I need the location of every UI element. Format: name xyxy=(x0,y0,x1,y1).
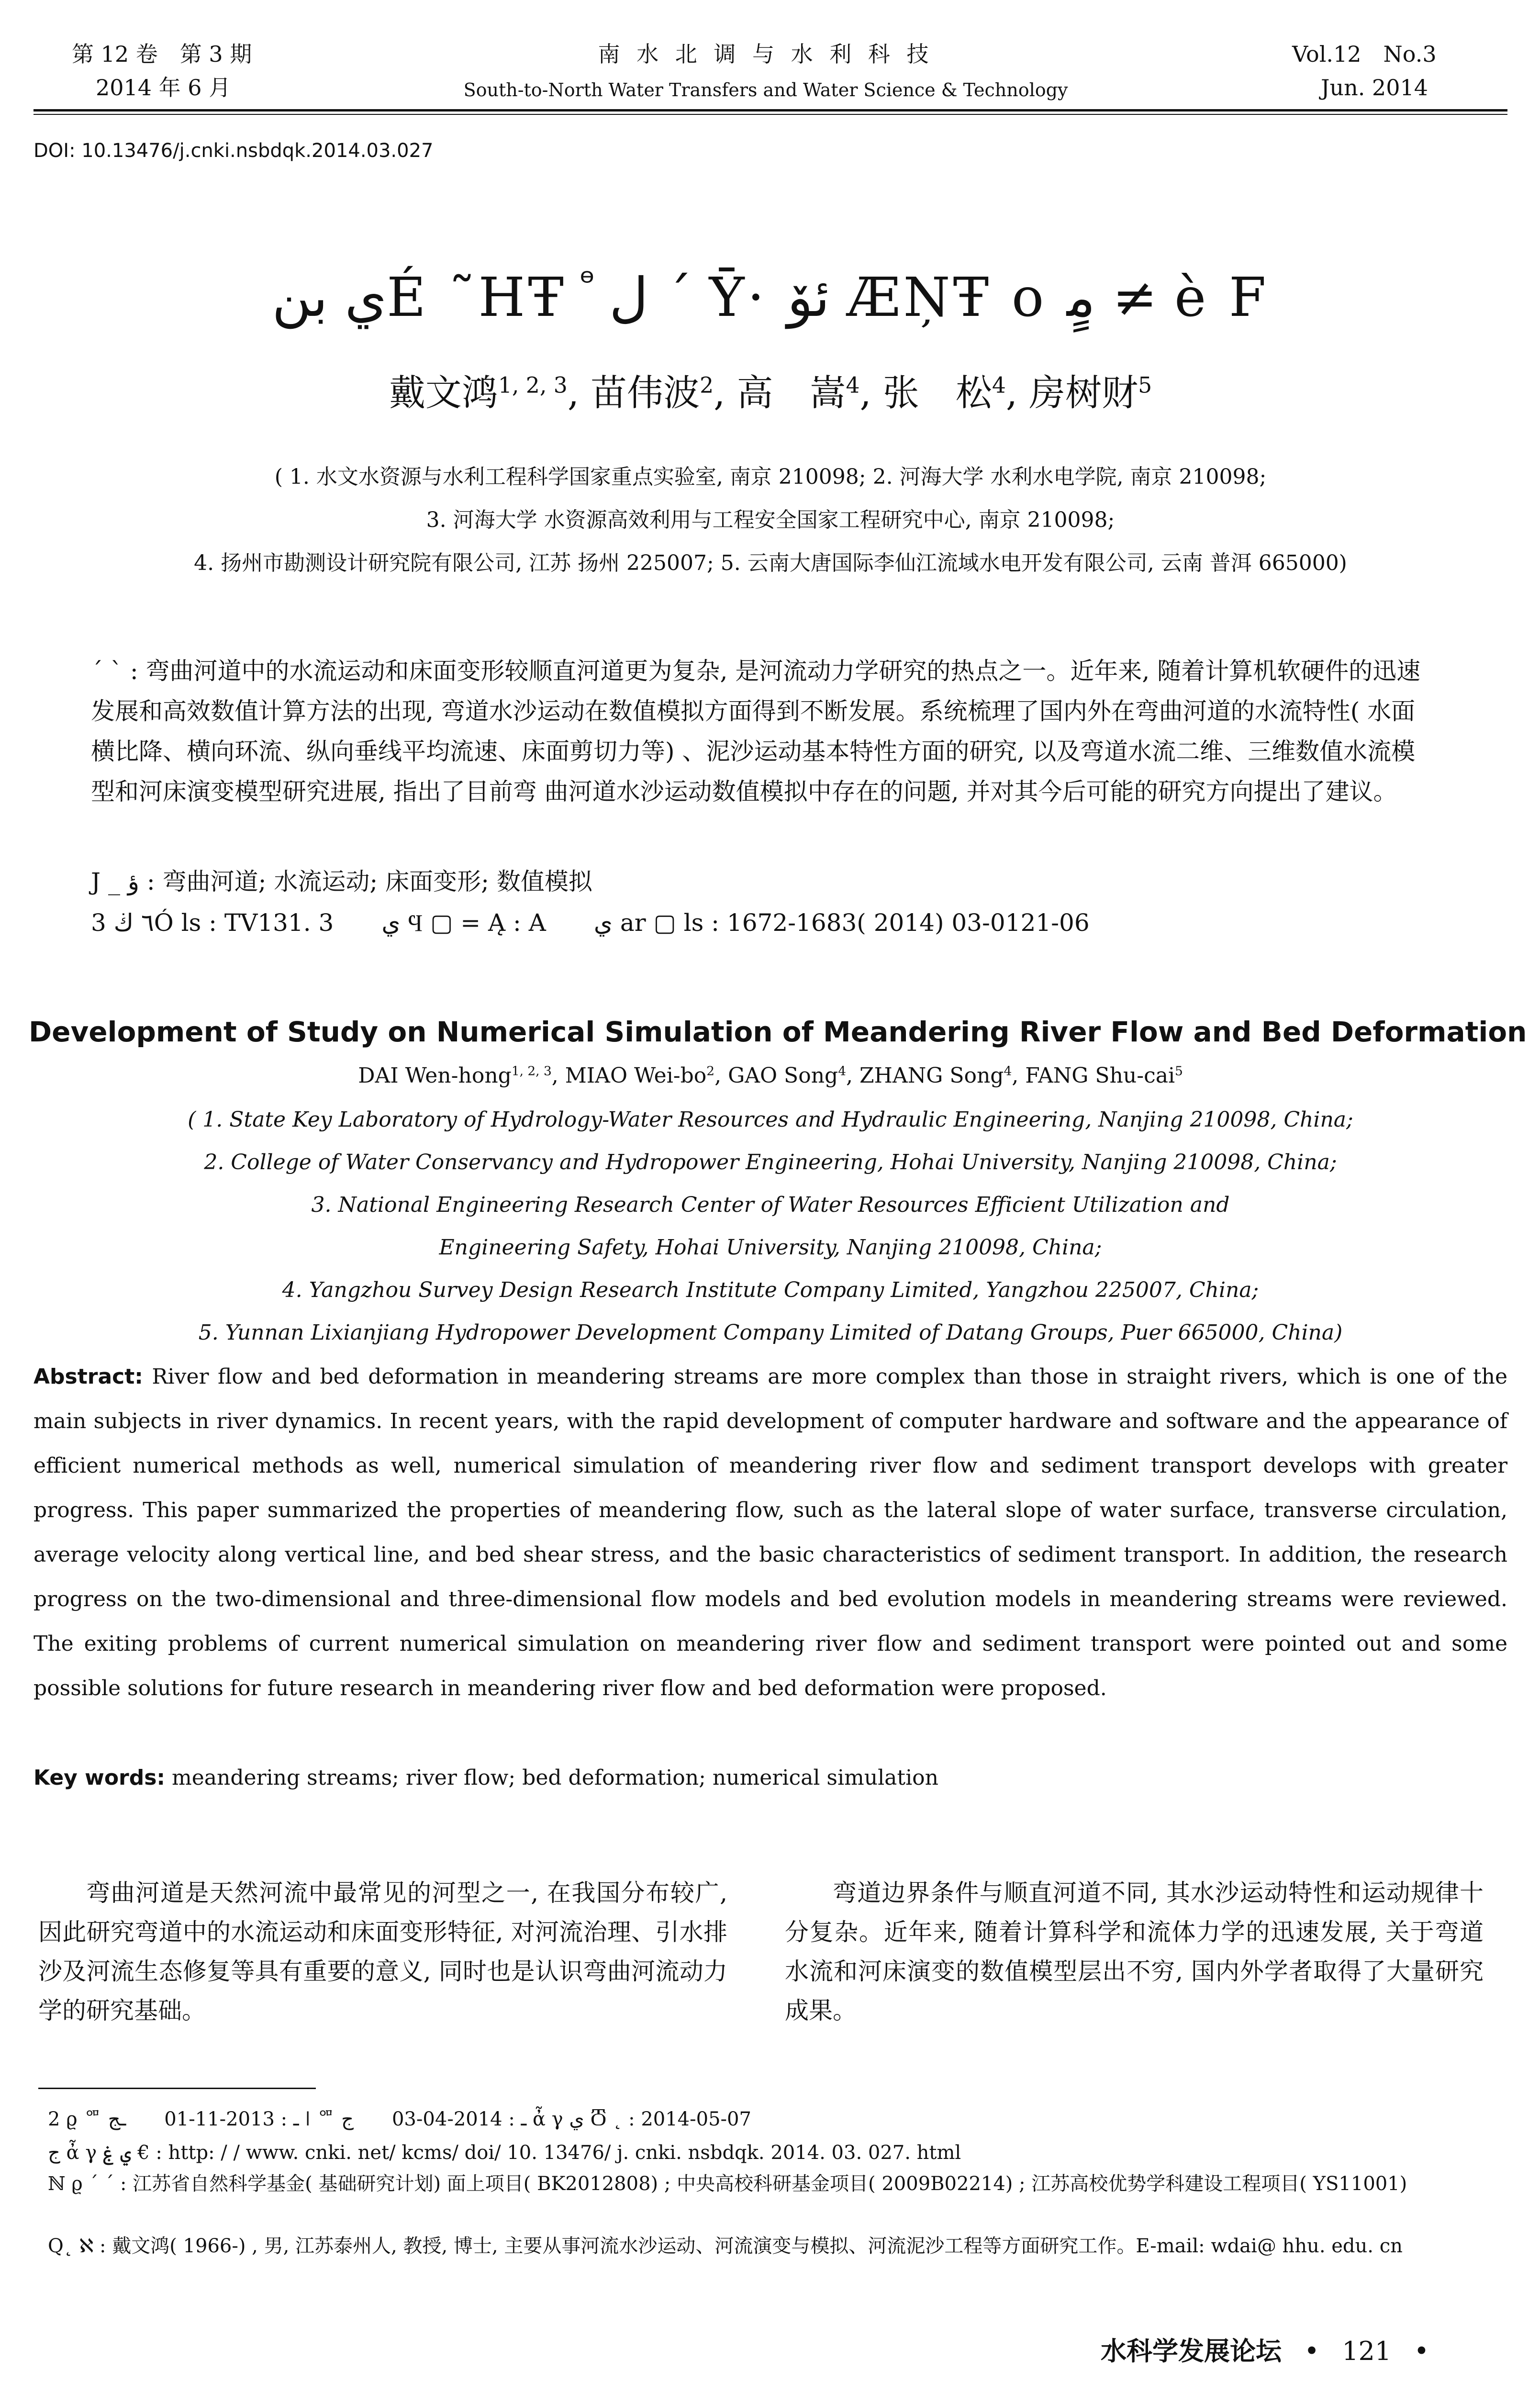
footnote-dates: 2 ϱ ᅃ ـ : 2013-11-01 ـج ǀ ᅃ ـ : 2014-04-03 ج ἆ γ ي Ⴃ ˛ : 2014-05-07 xyxy=(48,2108,751,2130)
footnote-funding-text: : 江苏省自然科学基金( 基础研究计划) 面上项目( BK2012808) ; 中央高校科研基金项目( 2009B02214) ; 江苏高校优势学科建设工程项目( YS11001) xyxy=(120,2173,1407,2195)
title-zh: ي بنÉ ˜HŦ ⷴ ﻝ ˊ Ȳ· ئۆ ÆŅŦ o ﻣٍ ≠ è F xyxy=(272,267,1269,329)
clc-line: 3 ٦ ڬÓ ls : TV131. 3 ي Ϥ ▢ = Ą : A ي ar ▢ ls : 1672-1683( 2014) 03-0121-06 xyxy=(91,909,1090,937)
abstract-zh xyxy=(91,651,1431,812)
author-3-sup: 4 xyxy=(846,372,860,398)
keywords-en-label: Key words: xyxy=(33,1766,166,1790)
footnote-funding xyxy=(48,2170,1540,2197)
affiliation-en-6: 5. Yunnan Lixianjiang Hydropower Development Company Limited of Datang Groups, Puer 665000, China) xyxy=(198,1320,1343,1345)
footnote-rule xyxy=(38,2088,316,2089)
footer-section: 水科学发展论坛 xyxy=(1101,2336,1282,2366)
footer-bullet-left: • xyxy=(1304,2336,1320,2366)
author-5-en-sup: 5 xyxy=(1175,1063,1183,1079)
header-journal-title-en: South-to-North Water Transfers and Water Science & Technology xyxy=(463,79,1068,101)
author-4-en: ZHANG Song xyxy=(859,1063,1004,1088)
affiliation-en-4: Engineering Safety, Hohai University, Nanjing 210098, China; xyxy=(439,1235,1102,1260)
header-volume-issue: 第 12 卷 第 3 期 xyxy=(72,41,252,67)
footnote-url: ج ἆ γ ي ۼ € : http: / / www. cnki. net/ kcms/ doi/ 10. 13476/ j. cnki. nsbdqk. 2014. 03. 027. html xyxy=(48,2142,961,2164)
footnote-author-label: Q˛ ℵ xyxy=(48,2235,94,2257)
header-rule-top xyxy=(33,109,1507,112)
keywords-en xyxy=(33,1756,1507,1800)
author-1-en: DAI Wen-hong xyxy=(358,1063,512,1088)
author-1-sup: 1, 2, 3 xyxy=(498,372,568,398)
abstract-zh-label: ˊ ˋ xyxy=(91,657,123,685)
author-5-sup: 5 xyxy=(1138,372,1152,398)
affiliation-en-5: 4. Yangzhou Survey Design Research Institute Company Limited, Yangzhou 225007, China; xyxy=(282,1278,1259,1302)
keywords-en-text: meandering streams; river flow; bed deformation; numerical simulation xyxy=(172,1766,938,1790)
author-1-zh: 戴文鸿 xyxy=(389,371,498,414)
header-journal-title-zh: 南 水 北 调 与 水 利 科 技 xyxy=(598,41,934,67)
header-vol-no: Vol.12 No.3 xyxy=(1292,41,1437,67)
keywords-zh-label: J _ ؤ xyxy=(91,868,139,895)
footnote-funding-label: ℕ ϱ ˊ ˊ xyxy=(48,2173,114,2195)
author-3-en: GAO Song xyxy=(728,1063,838,1088)
author-2-zh: 苗伟波 xyxy=(591,371,700,414)
footer-bullet-right: • xyxy=(1414,2336,1429,2366)
author-2-sup: 2 xyxy=(700,372,714,398)
body-column-1 xyxy=(38,1873,727,2030)
header-date: 2014 年 6 月 xyxy=(96,75,231,101)
affiliation-en-3: 3. National Engineering Research Center of Water Resources Efficient Utilization and xyxy=(311,1193,1230,1217)
affiliation-zh-2: 3. 河海大学 水资源高效利用与工程安全国家工程研究中心, 南京 210098; xyxy=(426,508,1115,532)
affiliation-zh-1: ( 1. 水文水资源与水利工程科学国家重点实验室, 南京 210098; 2. 河海大学 水利水电学院, 南京 210098; xyxy=(274,465,1267,489)
body-col1-text: 弯曲河道是天然河流中最常见的河型之一, 在我国分布较广, 因此研究弯道中的水流运动和床面变形特征, 对河流治理、引水排沙及河流生态修复等具有重要的意义, 同时也是认识弯曲河流动力学的研究基础。 xyxy=(38,1879,727,2024)
keywords-zh-text: : 弯曲河道; 水流运动; 床面变形; 数值模拟 xyxy=(146,868,592,895)
authors-en: DAI Wen-hong$^{1, 2, 3}$, MIAO Wei-$bo^2$, GAO Song$^4$, ZHANG Song$^4$, FANG Shu-cai$^5$ xyxy=(358,1063,1183,1088)
header-month-year: Jun. 2014 xyxy=(1321,75,1428,101)
author-2-en-sup: 2 xyxy=(706,1063,715,1079)
author-4-zh: 张 松 xyxy=(882,371,992,414)
footnote-author xyxy=(48,2233,1540,2259)
author-4-sup: 4 xyxy=(992,372,1006,398)
author-1-en-sup: 1, 2, 3 xyxy=(511,1063,552,1079)
abstract-zh-text: : 弯曲河道中的水流运动和床面变形较顺直河道更为复杂, 是河流动力学研究的热点之一。近年来, 随着计算机软硬件的迅速发展和高效数值计算方法的出现, 弯道水沙运动在数值模拟方面得到不断发展。系统梳理了国内外在弯曲河道的水流特性( 水面横比降、横向环流、纵向垂线平均流速、床面剪切力等) 、泥沙运动基本特性方面的研究, 以及弯道水流二维、三维数值水流模型和河床演变模型研究进展, 指出了目前弯 曲河道水沙运动数值模拟中存在的问题, 并对其今后可能的研究方向提出了建议。 xyxy=(91,657,1421,805)
header-rule-bottom xyxy=(33,114,1507,115)
author-3-en-sup: 4 xyxy=(838,1063,846,1079)
abstract-en xyxy=(33,1354,1507,1711)
affiliation-en-2: 2. College of Water Conservancy and Hydropower Engineering, Hohai University, Nanjing 210098, China; xyxy=(204,1150,1337,1174)
abstract-en-label: Abstract: xyxy=(33,1364,143,1389)
footer xyxy=(1101,2331,1429,2368)
abstract-en-text: River flow and bed deformation in meandering streams are more complex than those in straight rivers, which is one of the main subjects in river dynamics. In recent years, with the rapid development of computer hardware and software and the appearance of efficient numerical methods as well, numerical simulation of meandering river flow and sediment transport develops with greater progress. This paper summarized the properties of meandering flow, such as the lateral slope of water surface, transverse circulation, average velocity along vertical line, and bed shear stress, and the basic characteristics of sediment transport. In addition, the research progress on the two-dimensional and three-dimensional flow models and bed evolution models in meandering streams were reviewed. The exiting problems of current numerical simulation on meandering river flow and sediment transport were pointed out and some possible solutions for future research in meandering river flow and bed deformation were proposed. xyxy=(33,1364,1507,1700)
authors-zh: 戴文鸿$^{1, 2, 3}$, 苗伟波$^2$, 高 嵩$^4$, 张 松$^4$, 房树财$^5$ xyxy=(389,371,1152,414)
keywords-zh xyxy=(91,861,1431,902)
doi: DOI: 10.13476/j.cnki.nsbdqk.2014.03.027 xyxy=(33,140,434,162)
author-4-en-sup: 4 xyxy=(1004,1063,1012,1079)
author-5-en: FANG Shu-cai xyxy=(1025,1063,1175,1088)
affiliation-zh-3: 4. 扬州市勘测设计研究院有限公司, 江苏 扬州 225007; 5. 云南大唐国际李仙江流域水电开发有限公司, 云南 普洱 665000) xyxy=(194,551,1347,575)
author-3-zh: 高 嵩 xyxy=(737,371,846,414)
page-number: 121 xyxy=(1342,2336,1392,2366)
footnote-author-text: : 戴文鸿( 1966-) , 男, 江苏泰州人, 教授, 博士, 主要从事河流水沙运动、河流演变与模拟、河流泥沙工程等方面研究工作。E-mail: wdai@ hhu. edu. cn xyxy=(100,2235,1403,2257)
author-5-zh: 房树财 xyxy=(1029,371,1138,414)
body-column-2 xyxy=(785,1873,1484,2030)
title-en: Development of Study on Numerical Simulation of Meandering River Flow and Bed Deformation xyxy=(29,1016,1527,1048)
body-col2-text: 弯道边界条件与顺直河道不同, 其水沙运动特性和运动规律十分复杂。近年来, 随着计算科学和流体力学的迅速发展, 关于弯道水流和河床演变的数值模型层出不穷, 国内外学者取得了大量研究成果。 xyxy=(785,1879,1484,2024)
affiliation-en-1: ( 1. State Key Laboratory of Hydrology-Water Resources and Hydraulic Engineering, Nanjing 210098, China; xyxy=(188,1107,1353,1132)
author-2-en: MIAO Wei-bo xyxy=(565,1063,707,1088)
